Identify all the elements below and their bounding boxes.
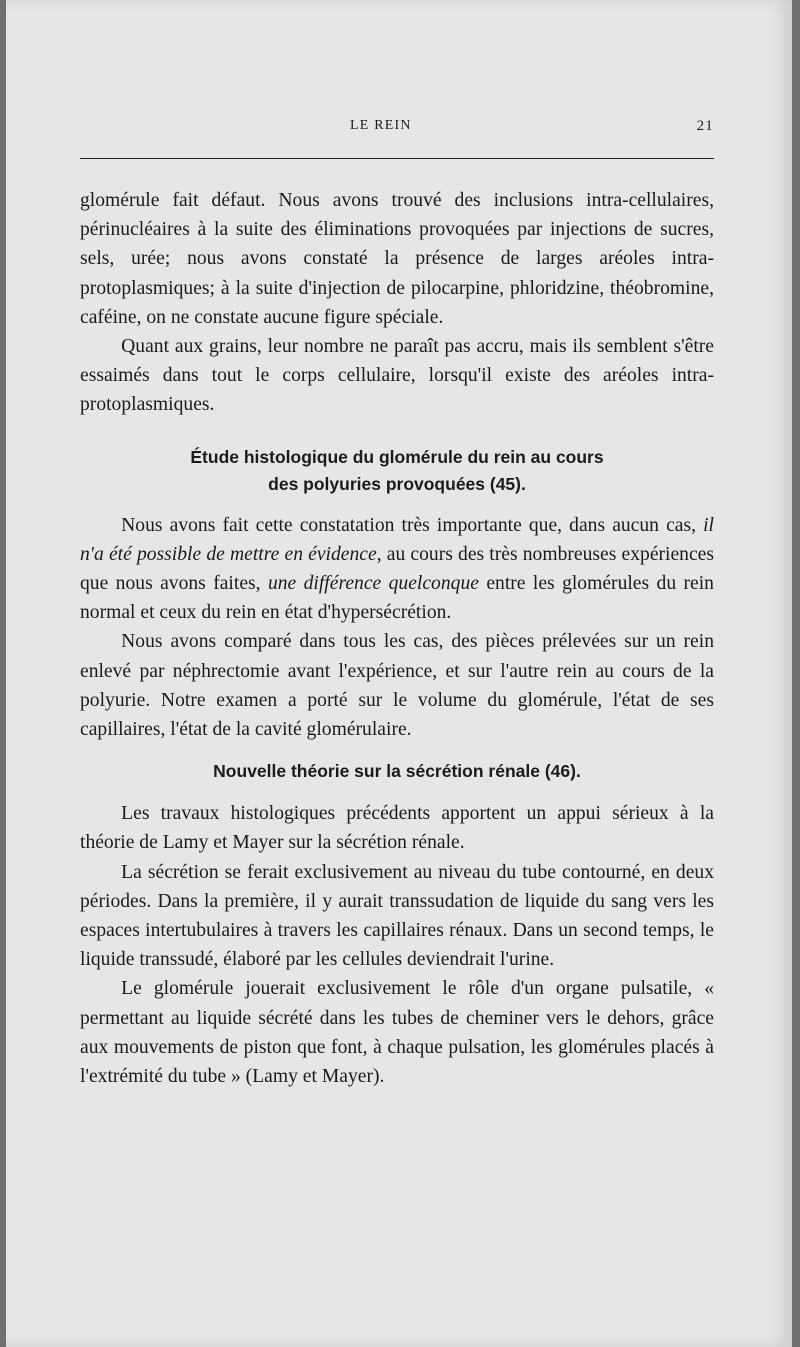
section-heading-2 [80,758,714,785]
paragraph-7: Le glomérule jouerait exclusivement le rôle d'un organe pulsatile, « permettant au liquide sécrété dans les tubes de cheminer vers le dehors, grâce aux mouvements de piston que font, à chaque pulsation, les glomérules placés à l'extrémité du tube » (Lamy et Mayer). [80,978,714,1088]
page-body [80,186,714,1091]
paragraph-6: La sécrétion se ferait exclusivement au niveau du tube contourné, en deux périodes. Dans la première, il y aurait transsudation de liquide du sang vers les espaces intertubulaires à travers les capillaires rénaux. Dans un second temps, le liquide transsudé, élaboré par les cellules deviendrait l'urine. [80,861,714,971]
paragraph-4: Nous avons comparé dans tous les cas, des pièces prélevées sur un rein enlevé par néphrectomie avant l'expérience, et sur l'autre rein au cours de la polyurie. Notre examen a porté sur le volume du glomérule, l'état de ses capillaires, l'état de la cavité glomérulaire. [80,631,714,741]
running-title: LE REIN [350,118,412,133]
paragraph-3-part-a: Nous avons fait cette constatation très importante que, dans aucun cas, [121,514,704,536]
page-number: 21 [696,118,714,134]
section-heading-1-line1: Étude histologique du glomérule du rein au cours [190,446,604,467]
paragraph-3-part-e: entre les glomérules du rein normal et ceux du rein en état d'hypersécrétion. [80,573,714,624]
section-heading-2-text: Nouvelle théorie sur la sécrétion rénale [213,761,545,782]
paragraph-2: Quant aux grains, leur nombre ne paraît pas accru, mais ils semblent s'être essaimés dans tout le corps cellulaire, lorsqu'il existe des aréoles intra-protoplasmiques. [80,336,714,416]
section-heading-1 [80,444,714,498]
paragraph-1: glomérule fait défaut. Nous avons trouvé des inclusions intra-cellulaires, périnucléaires à la suite des éliminations provoquées par injections de sucres, sels, urée; nous avons constaté la présence de larges aréoles intra-protoplasmiques; à la suite d'injection de pilocarpine, phloridzine, théobromine, caféine, on ne constate aucune figure spéciale. [80,190,714,328]
section-heading-1-text: des polyuries provoquées [268,473,490,494]
paragraph-3-part-c: , au cours des très nombreuses expériences que nous avons faites, [80,543,714,595]
section-heading-1-line2 [80,471,714,498]
section-heading-2-ref: (46). [544,761,581,782]
running-head [80,118,714,140]
book-page [6,0,792,1347]
section-heading-1-ref: (45). [489,473,526,494]
paragraph-5: Les travaux histologiques précédents apportent un appui sérieux à la théorie de Lamy et Mayer sur la sécrétion rénale. [80,803,714,854]
paragraph-3-emphasis-1: il n'a été possible de mettre en évidence [80,514,714,565]
header-rule [80,158,714,159]
paragraph-3 [80,511,714,628]
paragraph-3-emphasis-2: une différence quelconque [267,573,479,595]
